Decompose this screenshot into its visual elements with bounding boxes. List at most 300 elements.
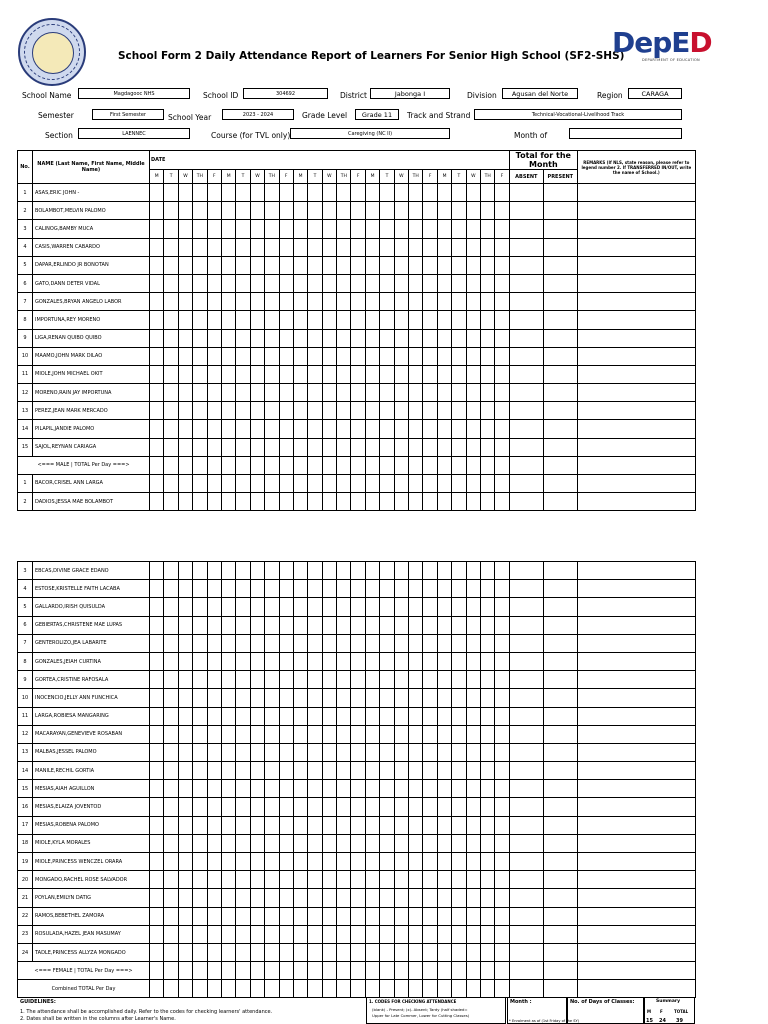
- attendance-cell[interactable]: [322, 871, 336, 889]
- attendance-cell[interactable]: [193, 634, 207, 652]
- attendance-cell[interactable]: [365, 798, 379, 816]
- attendance-cell[interactable]: [279, 598, 293, 616]
- attendance-cell[interactable]: [365, 456, 379, 474]
- attendance-cell[interactable]: [279, 743, 293, 761]
- attendance-cell[interactable]: [293, 274, 307, 292]
- attendance-cell[interactable]: [409, 943, 423, 961]
- attendance-cell[interactable]: [207, 943, 221, 961]
- attendance-cell[interactable]: [452, 384, 466, 402]
- attendance-cell[interactable]: [322, 184, 336, 202]
- attendance-cell[interactable]: [207, 274, 221, 292]
- attendance-cell[interactable]: [164, 420, 178, 438]
- attendance-cell[interactable]: [178, 707, 192, 725]
- attendance-cell[interactable]: [337, 238, 351, 256]
- attendance-cell[interactable]: [308, 743, 322, 761]
- attendance-cell[interactable]: [279, 634, 293, 652]
- attendance-cell[interactable]: [250, 493, 264, 511]
- remarks-cell[interactable]: [577, 402, 695, 420]
- attendance-cell[interactable]: [452, 598, 466, 616]
- attendance-cell[interactable]: [207, 580, 221, 598]
- present-total-cell[interactable]: [543, 980, 577, 998]
- attendance-cell[interactable]: [423, 293, 437, 311]
- absent-total-cell[interactable]: [509, 202, 543, 220]
- attendance-cell[interactable]: [150, 816, 164, 834]
- attendance-cell[interactable]: [365, 402, 379, 420]
- attendance-cell[interactable]: [495, 456, 509, 474]
- attendance-cell[interactable]: [265, 980, 279, 998]
- attendance-cell[interactable]: [337, 725, 351, 743]
- attendance-cell[interactable]: [351, 220, 365, 238]
- attendance-cell[interactable]: [193, 456, 207, 474]
- attendance-cell[interactable]: [337, 853, 351, 871]
- attendance-cell[interactable]: [394, 347, 408, 365]
- attendance-cell[interactable]: [394, 238, 408, 256]
- attendance-cell[interactable]: [452, 562, 466, 580]
- attendance-cell[interactable]: [394, 834, 408, 852]
- attendance-cell[interactable]: [351, 420, 365, 438]
- remarks-cell[interactable]: [577, 202, 695, 220]
- attendance-cell[interactable]: [207, 420, 221, 438]
- attendance-cell[interactable]: [322, 743, 336, 761]
- attendance-cell[interactable]: [423, 816, 437, 834]
- attendance-cell[interactable]: [480, 707, 494, 725]
- attendance-cell[interactable]: [437, 580, 451, 598]
- attendance-cell[interactable]: [394, 365, 408, 383]
- attendance-cell[interactable]: [265, 293, 279, 311]
- attendance-cell[interactable]: [265, 184, 279, 202]
- attendance-cell[interactable]: [322, 725, 336, 743]
- attendance-cell[interactable]: [423, 456, 437, 474]
- remarks-cell[interactable]: [577, 671, 695, 689]
- attendance-cell[interactable]: [437, 365, 451, 383]
- attendance-cell[interactable]: [380, 780, 394, 798]
- remarks-cell[interactable]: [577, 889, 695, 907]
- attendance-cell[interactable]: [250, 707, 264, 725]
- attendance-cell[interactable]: [193, 853, 207, 871]
- attendance-cell[interactable]: [409, 347, 423, 365]
- attendance-cell[interactable]: [308, 456, 322, 474]
- attendance-cell[interactable]: [452, 743, 466, 761]
- division-field[interactable]: Agusan del Norte: [502, 88, 578, 99]
- attendance-cell[interactable]: [279, 707, 293, 725]
- attendance-cell[interactable]: [308, 184, 322, 202]
- attendance-cell[interactable]: [495, 580, 509, 598]
- attendance-cell[interactable]: [480, 562, 494, 580]
- attendance-cell[interactable]: [452, 834, 466, 852]
- attendance-cell[interactable]: [480, 274, 494, 292]
- attendance-cell[interactable]: [279, 652, 293, 670]
- attendance-cell[interactable]: [293, 456, 307, 474]
- present-total-cell[interactable]: [543, 274, 577, 292]
- attendance-cell[interactable]: [293, 347, 307, 365]
- attendance-cell[interactable]: [337, 980, 351, 998]
- attendance-cell[interactable]: [351, 689, 365, 707]
- attendance-cell[interactable]: [380, 671, 394, 689]
- attendance-cell[interactable]: [236, 493, 250, 511]
- attendance-cell[interactable]: [380, 889, 394, 907]
- attendance-cell[interactable]: [380, 384, 394, 402]
- attendance-cell[interactable]: [279, 798, 293, 816]
- attendance-cell[interactable]: [308, 871, 322, 889]
- attendance-cell[interactable]: [207, 474, 221, 492]
- attendance-cell[interactable]: [193, 689, 207, 707]
- attendance-cell[interactable]: [308, 238, 322, 256]
- attendance-cell[interactable]: [207, 671, 221, 689]
- attendance-cell[interactable]: [423, 907, 437, 925]
- attendance-cell[interactable]: [164, 293, 178, 311]
- attendance-cell[interactable]: [466, 871, 480, 889]
- attendance-cell[interactable]: [452, 580, 466, 598]
- attendance-cell[interactable]: [423, 925, 437, 943]
- attendance-cell[interactable]: [193, 707, 207, 725]
- absent-total-cell[interactable]: [509, 871, 543, 889]
- attendance-cell[interactable]: [308, 652, 322, 670]
- attendance-cell[interactable]: [409, 743, 423, 761]
- attendance-cell[interactable]: [322, 329, 336, 347]
- absent-total-cell[interactable]: [509, 420, 543, 438]
- present-total-cell[interactable]: [543, 834, 577, 852]
- attendance-cell[interactable]: [351, 762, 365, 780]
- attendance-cell[interactable]: [365, 725, 379, 743]
- attendance-cell[interactable]: [193, 889, 207, 907]
- attendance-cell[interactable]: [150, 420, 164, 438]
- attendance-cell[interactable]: [409, 907, 423, 925]
- remarks-cell[interactable]: [577, 834, 695, 852]
- attendance-cell[interactable]: [265, 907, 279, 925]
- attendance-cell[interactable]: [380, 962, 394, 980]
- attendance-cell[interactable]: [164, 438, 178, 456]
- attendance-cell[interactable]: [409, 474, 423, 492]
- attendance-cell[interactable]: [337, 943, 351, 961]
- present-total-cell[interactable]: [543, 598, 577, 616]
- attendance-cell[interactable]: [308, 780, 322, 798]
- attendance-cell[interactable]: [250, 420, 264, 438]
- present-total-cell[interactable]: [543, 474, 577, 492]
- absent-total-cell[interactable]: [509, 889, 543, 907]
- attendance-cell[interactable]: [150, 293, 164, 311]
- attendance-cell[interactable]: [279, 238, 293, 256]
- attendance-cell[interactable]: [322, 562, 336, 580]
- attendance-cell[interactable]: [351, 493, 365, 511]
- attendance-cell[interactable]: [409, 274, 423, 292]
- attendance-cell[interactable]: [293, 871, 307, 889]
- attendance-cell[interactable]: [380, 329, 394, 347]
- attendance-cell[interactable]: [236, 889, 250, 907]
- attendance-cell[interactable]: [495, 311, 509, 329]
- attendance-cell[interactable]: [236, 816, 250, 834]
- attendance-cell[interactable]: [178, 384, 192, 402]
- absent-total-cell[interactable]: [509, 798, 543, 816]
- attendance-cell[interactable]: [265, 365, 279, 383]
- attendance-cell[interactable]: [236, 402, 250, 420]
- attendance-cell[interactable]: [351, 474, 365, 492]
- attendance-cell[interactable]: [207, 980, 221, 998]
- attendance-cell[interactable]: [193, 816, 207, 834]
- attendance-cell[interactable]: [207, 438, 221, 456]
- attendance-cell[interactable]: [365, 420, 379, 438]
- attendance-cell[interactable]: [437, 347, 451, 365]
- attendance-cell[interactable]: [221, 456, 235, 474]
- attendance-cell[interactable]: [409, 311, 423, 329]
- present-total-cell[interactable]: [543, 616, 577, 634]
- attendance-cell[interactable]: [480, 311, 494, 329]
- attendance-cell[interactable]: [265, 220, 279, 238]
- remarks-cell[interactable]: [577, 616, 695, 634]
- attendance-cell[interactable]: [150, 925, 164, 943]
- attendance-cell[interactable]: [495, 725, 509, 743]
- attendance-cell[interactable]: [495, 780, 509, 798]
- attendance-cell[interactable]: [480, 798, 494, 816]
- attendance-cell[interactable]: [337, 580, 351, 598]
- attendance-cell[interactable]: [164, 762, 178, 780]
- absent-total-cell[interactable]: [509, 834, 543, 852]
- attendance-cell[interactable]: [236, 871, 250, 889]
- attendance-cell[interactable]: [178, 420, 192, 438]
- attendance-cell[interactable]: [394, 652, 408, 670]
- attendance-cell[interactable]: [394, 420, 408, 438]
- absent-total-cell[interactable]: [509, 725, 543, 743]
- attendance-cell[interactable]: [221, 402, 235, 420]
- attendance-cell[interactable]: [193, 925, 207, 943]
- attendance-cell[interactable]: [322, 780, 336, 798]
- attendance-cell[interactable]: [322, 384, 336, 402]
- attendance-cell[interactable]: [452, 889, 466, 907]
- attendance-cell[interactable]: [221, 834, 235, 852]
- attendance-cell[interactable]: [480, 962, 494, 980]
- attendance-cell[interactable]: [164, 347, 178, 365]
- absent-total-cell[interactable]: [509, 311, 543, 329]
- attendance-cell[interactable]: [236, 384, 250, 402]
- attendance-cell[interactable]: [337, 438, 351, 456]
- present-total-cell[interactable]: [543, 562, 577, 580]
- attendance-cell[interactable]: [409, 384, 423, 402]
- attendance-cell[interactable]: [193, 598, 207, 616]
- attendance-cell[interactable]: [495, 925, 509, 943]
- attendance-cell[interactable]: [365, 347, 379, 365]
- attendance-cell[interactable]: [164, 616, 178, 634]
- absent-total-cell[interactable]: [509, 853, 543, 871]
- attendance-cell[interactable]: [193, 493, 207, 511]
- attendance-cell[interactable]: [178, 943, 192, 961]
- attendance-cell[interactable]: [495, 365, 509, 383]
- attendance-cell[interactable]: [452, 329, 466, 347]
- attendance-cell[interactable]: [437, 420, 451, 438]
- attendance-cell[interactable]: [279, 474, 293, 492]
- attendance-cell[interactable]: [365, 293, 379, 311]
- attendance-cell[interactable]: [279, 402, 293, 420]
- attendance-cell[interactable]: [279, 293, 293, 311]
- attendance-cell[interactable]: [452, 762, 466, 780]
- attendance-cell[interactable]: [365, 365, 379, 383]
- attendance-cell[interactable]: [409, 980, 423, 998]
- attendance-cell[interactable]: [423, 598, 437, 616]
- attendance-cell[interactable]: [279, 420, 293, 438]
- attendance-cell[interactable]: [380, 616, 394, 634]
- attendance-cell[interactable]: [221, 871, 235, 889]
- attendance-cell[interactable]: [265, 402, 279, 420]
- attendance-cell[interactable]: [495, 943, 509, 961]
- attendance-cell[interactable]: [495, 238, 509, 256]
- attendance-cell[interactable]: [423, 652, 437, 670]
- attendance-cell[interactable]: [250, 474, 264, 492]
- attendance-cell[interactable]: [466, 420, 480, 438]
- attendance-cell[interactable]: [193, 743, 207, 761]
- attendance-cell[interactable]: [437, 256, 451, 274]
- attendance-cell[interactable]: [495, 889, 509, 907]
- attendance-cell[interactable]: [193, 580, 207, 598]
- attendance-cell[interactable]: [164, 311, 178, 329]
- attendance-cell[interactable]: [265, 598, 279, 616]
- attendance-cell[interactable]: [308, 256, 322, 274]
- attendance-cell[interactable]: [178, 580, 192, 598]
- attendance-cell[interactable]: [351, 329, 365, 347]
- attendance-cell[interactable]: [495, 347, 509, 365]
- attendance-cell[interactable]: [466, 943, 480, 961]
- attendance-cell[interactable]: [351, 456, 365, 474]
- attendance-cell[interactable]: [337, 634, 351, 652]
- attendance-cell[interactable]: [394, 689, 408, 707]
- attendance-cell[interactable]: [452, 474, 466, 492]
- attendance-cell[interactable]: [236, 562, 250, 580]
- attendance-cell[interactable]: [452, 671, 466, 689]
- attendance-cell[interactable]: [279, 562, 293, 580]
- attendance-cell[interactable]: [337, 798, 351, 816]
- attendance-cell[interactable]: [437, 438, 451, 456]
- attendance-cell[interactable]: [480, 925, 494, 943]
- attendance-cell[interactable]: [409, 871, 423, 889]
- attendance-cell[interactable]: [265, 238, 279, 256]
- present-total-cell[interactable]: [543, 689, 577, 707]
- attendance-cell[interactable]: [351, 598, 365, 616]
- attendance-cell[interactable]: [322, 907, 336, 925]
- attendance-cell[interactable]: [236, 634, 250, 652]
- attendance-cell[interactable]: [452, 925, 466, 943]
- attendance-cell[interactable]: [480, 671, 494, 689]
- attendance-cell[interactable]: [178, 962, 192, 980]
- attendance-cell[interactable]: [279, 329, 293, 347]
- attendance-cell[interactable]: [351, 925, 365, 943]
- attendance-cell[interactable]: [178, 853, 192, 871]
- attendance-cell[interactable]: [164, 652, 178, 670]
- attendance-cell[interactable]: [236, 311, 250, 329]
- attendance-cell[interactable]: [178, 220, 192, 238]
- present-total-cell[interactable]: [543, 652, 577, 670]
- absent-total-cell[interactable]: [509, 384, 543, 402]
- attendance-cell[interactable]: [250, 798, 264, 816]
- attendance-cell[interactable]: [466, 634, 480, 652]
- attendance-cell[interactable]: [308, 907, 322, 925]
- attendance-cell[interactable]: [365, 871, 379, 889]
- present-total-cell[interactable]: [543, 707, 577, 725]
- attendance-cell[interactable]: [265, 562, 279, 580]
- attendance-cell[interactable]: [150, 438, 164, 456]
- attendance-cell[interactable]: [452, 871, 466, 889]
- attendance-cell[interactable]: [409, 616, 423, 634]
- attendance-cell[interactable]: [409, 598, 423, 616]
- attendance-cell[interactable]: [150, 329, 164, 347]
- attendance-cell[interactable]: [337, 689, 351, 707]
- attendance-cell[interactable]: [207, 184, 221, 202]
- attendance-cell[interactable]: [437, 562, 451, 580]
- present-total-cell[interactable]: [543, 493, 577, 511]
- attendance-cell[interactable]: [265, 671, 279, 689]
- attendance-cell[interactable]: [423, 634, 437, 652]
- attendance-cell[interactable]: [322, 420, 336, 438]
- attendance-cell[interactable]: [207, 925, 221, 943]
- attendance-cell[interactable]: [265, 816, 279, 834]
- attendance-cell[interactable]: [365, 925, 379, 943]
- attendance-cell[interactable]: [164, 580, 178, 598]
- attendance-cell[interactable]: [394, 925, 408, 943]
- attendance-cell[interactable]: [279, 202, 293, 220]
- attendance-cell[interactable]: [495, 671, 509, 689]
- attendance-cell[interactable]: [279, 580, 293, 598]
- attendance-cell[interactable]: [178, 871, 192, 889]
- attendance-cell[interactable]: [466, 347, 480, 365]
- attendance-cell[interactable]: [480, 329, 494, 347]
- attendance-cell[interactable]: [394, 671, 408, 689]
- attendance-cell[interactable]: [423, 616, 437, 634]
- remarks-cell[interactable]: [577, 962, 695, 980]
- attendance-cell[interactable]: [250, 402, 264, 420]
- attendance-cell[interactable]: [409, 238, 423, 256]
- attendance-cell[interactable]: [279, 671, 293, 689]
- attendance-cell[interactable]: [178, 311, 192, 329]
- attendance-cell[interactable]: [279, 365, 293, 383]
- remarks-cell[interactable]: [577, 943, 695, 961]
- attendance-cell[interactable]: [308, 438, 322, 456]
- attendance-cell[interactable]: [265, 634, 279, 652]
- attendance-cell[interactable]: [380, 598, 394, 616]
- attendance-cell[interactable]: [221, 616, 235, 634]
- attendance-cell[interactable]: [236, 420, 250, 438]
- attendance-cell[interactable]: [466, 438, 480, 456]
- attendance-cell[interactable]: [207, 256, 221, 274]
- attendance-cell[interactable]: [193, 402, 207, 420]
- attendance-cell[interactable]: [409, 402, 423, 420]
- attendance-cell[interactable]: [250, 943, 264, 961]
- attendance-cell[interactable]: [193, 347, 207, 365]
- attendance-cell[interactable]: [351, 634, 365, 652]
- attendance-cell[interactable]: [480, 365, 494, 383]
- attendance-cell[interactable]: [437, 816, 451, 834]
- attendance-cell[interactable]: [394, 634, 408, 652]
- attendance-cell[interactable]: [164, 743, 178, 761]
- attendance-cell[interactable]: [322, 980, 336, 998]
- attendance-cell[interactable]: [221, 365, 235, 383]
- attendance-cell[interactable]: [394, 220, 408, 238]
- attendance-cell[interactable]: [308, 202, 322, 220]
- attendance-cell[interactable]: [495, 834, 509, 852]
- attendance-cell[interactable]: [308, 816, 322, 834]
- attendance-cell[interactable]: [380, 853, 394, 871]
- attendance-cell[interactable]: [452, 293, 466, 311]
- attendance-cell[interactable]: [308, 834, 322, 852]
- attendance-cell[interactable]: [394, 853, 408, 871]
- attendance-cell[interactable]: [308, 671, 322, 689]
- attendance-cell[interactable]: [466, 365, 480, 383]
- attendance-cell[interactable]: [236, 220, 250, 238]
- attendance-cell[interactable]: [437, 493, 451, 511]
- attendance-cell[interactable]: [308, 420, 322, 438]
- attendance-cell[interactable]: [150, 274, 164, 292]
- attendance-cell[interactable]: [207, 220, 221, 238]
- attendance-cell[interactable]: [207, 889, 221, 907]
- attendance-cell[interactable]: [164, 889, 178, 907]
- attendance-cell[interactable]: [351, 725, 365, 743]
- absent-total-cell[interactable]: [509, 816, 543, 834]
- attendance-cell[interactable]: [293, 184, 307, 202]
